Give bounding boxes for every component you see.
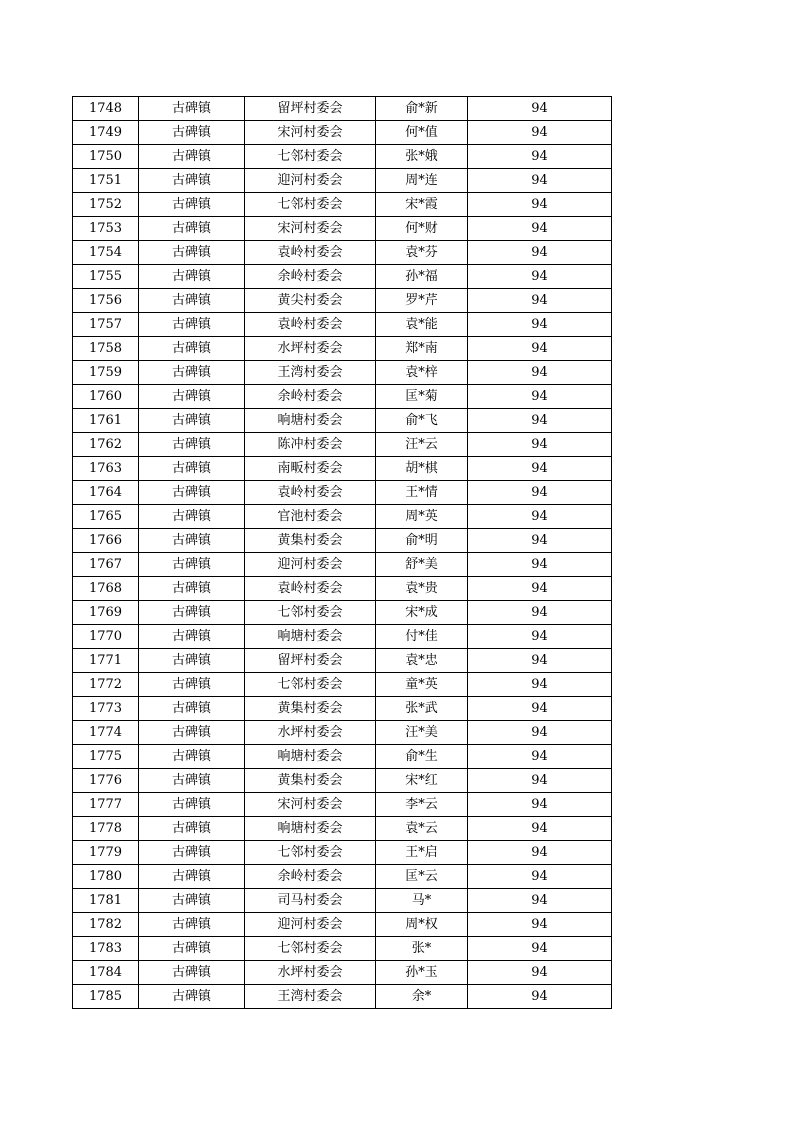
name-cell: 马* — [376, 889, 468, 913]
town-cell: 古碑镇 — [139, 289, 245, 313]
town-cell: 古碑镇 — [139, 361, 245, 385]
score-cell: 94 — [468, 529, 612, 553]
town-cell: 古碑镇 — [139, 553, 245, 577]
town-cell: 古碑镇 — [139, 673, 245, 697]
table-row — [73, 169, 612, 193]
village-cell: 响塘村委会 — [245, 817, 376, 841]
row-number-cell: 1761 — [73, 409, 139, 433]
table-row — [73, 337, 612, 361]
score-cell: 94 — [468, 841, 612, 865]
village-cell: 王湾村委会 — [245, 361, 376, 385]
row-number-cell: 1769 — [73, 601, 139, 625]
village-cell: 余岭村委会 — [245, 385, 376, 409]
row-number-cell: 1770 — [73, 625, 139, 649]
table-row — [73, 697, 612, 721]
row-number-cell: 1749 — [73, 121, 139, 145]
name-cell: 王*情 — [376, 481, 468, 505]
town-cell: 古碑镇 — [139, 889, 245, 913]
table-row — [73, 649, 612, 673]
village-cell: 袁岭村委会 — [245, 577, 376, 601]
village-cell: 官池村委会 — [245, 505, 376, 529]
town-cell: 古碑镇 — [139, 697, 245, 721]
name-cell: 汪*美 — [376, 721, 468, 745]
row-number-cell: 1772 — [73, 673, 139, 697]
score-cell: 94 — [468, 625, 612, 649]
row-number-cell: 1759 — [73, 361, 139, 385]
score-cell: 94 — [468, 337, 612, 361]
name-cell: 袁*贵 — [376, 577, 468, 601]
score-cell: 94 — [468, 577, 612, 601]
town-cell: 古碑镇 — [139, 409, 245, 433]
table-row — [73, 265, 612, 289]
table-row — [73, 865, 612, 889]
row-number-cell: 1768 — [73, 577, 139, 601]
town-cell: 古碑镇 — [139, 337, 245, 361]
village-cell: 七邻村委会 — [245, 193, 376, 217]
row-number-cell: 1766 — [73, 529, 139, 553]
village-cell: 南畈村委会 — [245, 457, 376, 481]
village-cell: 响塘村委会 — [245, 409, 376, 433]
name-cell: 汪*云 — [376, 433, 468, 457]
score-cell: 94 — [468, 481, 612, 505]
row-number-cell: 1748 — [73, 97, 139, 121]
row-number-cell: 1767 — [73, 553, 139, 577]
row-number-cell: 1774 — [73, 721, 139, 745]
town-cell: 古碑镇 — [139, 97, 245, 121]
name-cell: 付*佳 — [376, 625, 468, 649]
town-cell: 古碑镇 — [139, 769, 245, 793]
score-cell: 94 — [468, 793, 612, 817]
score-cell: 94 — [468, 361, 612, 385]
table-row — [73, 673, 612, 697]
town-cell: 古碑镇 — [139, 913, 245, 937]
village-cell: 宋河村委会 — [245, 793, 376, 817]
town-cell: 古碑镇 — [139, 745, 245, 769]
village-cell: 迎河村委会 — [245, 553, 376, 577]
table-row — [73, 361, 612, 385]
row-number-cell: 1750 — [73, 145, 139, 169]
village-cell: 响塘村委会 — [245, 625, 376, 649]
score-cell: 94 — [468, 889, 612, 913]
village-cell: 王湾村委会 — [245, 985, 376, 1009]
table-row — [73, 241, 612, 265]
score-cell: 94 — [468, 289, 612, 313]
score-cell: 94 — [468, 457, 612, 481]
name-cell: 周*英 — [376, 505, 468, 529]
town-cell: 古碑镇 — [139, 721, 245, 745]
table-row — [73, 961, 612, 985]
village-cell: 黄集村委会 — [245, 529, 376, 553]
town-cell: 古碑镇 — [139, 577, 245, 601]
town-cell: 古碑镇 — [139, 841, 245, 865]
name-cell: 孙*福 — [376, 265, 468, 289]
score-cell: 94 — [468, 121, 612, 145]
village-cell: 七邻村委会 — [245, 601, 376, 625]
town-cell: 古碑镇 — [139, 793, 245, 817]
table-row — [73, 625, 612, 649]
score-cell: 94 — [468, 961, 612, 985]
score-cell: 94 — [468, 409, 612, 433]
name-cell: 俞*新 — [376, 97, 468, 121]
row-number-cell: 1758 — [73, 337, 139, 361]
village-cell: 余岭村委会 — [245, 865, 376, 889]
score-cell: 94 — [468, 865, 612, 889]
row-number-cell: 1775 — [73, 745, 139, 769]
name-cell: 袁*能 — [376, 313, 468, 337]
name-cell: 袁*云 — [376, 817, 468, 841]
table-row — [73, 745, 612, 769]
row-number-cell: 1756 — [73, 289, 139, 313]
name-cell: 罗*芹 — [376, 289, 468, 313]
score-cell: 94 — [468, 505, 612, 529]
name-cell: 周*权 — [376, 913, 468, 937]
town-cell: 古碑镇 — [139, 625, 245, 649]
table-row — [73, 289, 612, 313]
table-row — [73, 481, 612, 505]
village-cell: 司马村委会 — [245, 889, 376, 913]
town-cell: 古碑镇 — [139, 961, 245, 985]
score-cell: 94 — [468, 721, 612, 745]
name-cell: 孙*玉 — [376, 961, 468, 985]
row-number-cell: 1778 — [73, 817, 139, 841]
village-cell: 迎河村委会 — [245, 169, 376, 193]
village-cell: 黄集村委会 — [245, 697, 376, 721]
town-cell: 古碑镇 — [139, 241, 245, 265]
village-cell: 留坪村委会 — [245, 97, 376, 121]
town-cell: 古碑镇 — [139, 121, 245, 145]
row-number-cell: 1760 — [73, 385, 139, 409]
village-cell: 宋河村委会 — [245, 217, 376, 241]
village-cell: 迎河村委会 — [245, 913, 376, 937]
name-cell: 俞*飞 — [376, 409, 468, 433]
row-number-cell: 1777 — [73, 793, 139, 817]
town-cell: 古碑镇 — [139, 217, 245, 241]
row-number-cell: 1762 — [73, 433, 139, 457]
row-number-cell: 1771 — [73, 649, 139, 673]
town-cell: 古碑镇 — [139, 817, 245, 841]
score-cell: 94 — [468, 769, 612, 793]
town-cell: 古碑镇 — [139, 865, 245, 889]
table-row — [73, 145, 612, 169]
village-cell: 宋河村委会 — [245, 121, 376, 145]
name-cell: 匡*云 — [376, 865, 468, 889]
row-number-cell: 1773 — [73, 697, 139, 721]
name-cell: 郑*南 — [376, 337, 468, 361]
row-number-cell: 1776 — [73, 769, 139, 793]
name-cell: 舒*美 — [376, 553, 468, 577]
name-cell: 俞*生 — [376, 745, 468, 769]
row-number-cell: 1754 — [73, 241, 139, 265]
score-cell: 94 — [468, 313, 612, 337]
score-cell: 94 — [468, 169, 612, 193]
row-number-cell: 1782 — [73, 913, 139, 937]
table-row — [73, 937, 612, 961]
score-cell: 94 — [468, 913, 612, 937]
name-cell: 何*财 — [376, 217, 468, 241]
table-body — [73, 97, 612, 1009]
name-cell: 袁*忠 — [376, 649, 468, 673]
table-row — [73, 385, 612, 409]
name-cell: 李*云 — [376, 793, 468, 817]
name-cell: 俞*明 — [376, 529, 468, 553]
name-cell: 周*连 — [376, 169, 468, 193]
name-cell: 宋*成 — [376, 601, 468, 625]
table-row — [73, 457, 612, 481]
row-number-cell: 1751 — [73, 169, 139, 193]
score-cell: 94 — [468, 217, 612, 241]
village-cell: 水坪村委会 — [245, 961, 376, 985]
town-cell: 古碑镇 — [139, 385, 245, 409]
score-cell: 94 — [468, 697, 612, 721]
row-number-cell: 1784 — [73, 961, 139, 985]
town-cell: 古碑镇 — [139, 985, 245, 1009]
table-row — [73, 769, 612, 793]
town-cell: 古碑镇 — [139, 937, 245, 961]
town-cell: 古碑镇 — [139, 313, 245, 337]
row-number-cell: 1752 — [73, 193, 139, 217]
score-cell: 94 — [468, 193, 612, 217]
town-cell: 古碑镇 — [139, 649, 245, 673]
score-cell: 94 — [468, 817, 612, 841]
town-cell: 古碑镇 — [139, 529, 245, 553]
table-row — [73, 601, 612, 625]
table-row — [73, 97, 612, 121]
town-cell: 古碑镇 — [139, 505, 245, 529]
village-cell: 黄尖村委会 — [245, 289, 376, 313]
table-row — [73, 433, 612, 457]
town-cell: 古碑镇 — [139, 481, 245, 505]
town-cell: 古碑镇 — [139, 193, 245, 217]
village-cell: 七邻村委会 — [245, 937, 376, 961]
score-cell: 94 — [468, 385, 612, 409]
table-row — [73, 409, 612, 433]
table-row — [73, 313, 612, 337]
town-cell: 古碑镇 — [139, 457, 245, 481]
row-number-cell: 1765 — [73, 505, 139, 529]
name-cell: 宋*红 — [376, 769, 468, 793]
row-number-cell: 1785 — [73, 985, 139, 1009]
table-row — [73, 817, 612, 841]
village-cell: 余岭村委会 — [245, 265, 376, 289]
row-number-cell: 1757 — [73, 313, 139, 337]
score-cell: 94 — [468, 937, 612, 961]
village-cell: 响塘村委会 — [245, 745, 376, 769]
table-row — [73, 793, 612, 817]
village-cell: 七邻村委会 — [245, 673, 376, 697]
score-cell: 94 — [468, 601, 612, 625]
name-cell: 何*值 — [376, 121, 468, 145]
score-cell: 94 — [468, 97, 612, 121]
name-cell: 余* — [376, 985, 468, 1009]
data-table — [72, 96, 612, 1009]
table-row — [73, 217, 612, 241]
row-number-cell: 1779 — [73, 841, 139, 865]
score-cell: 94 — [468, 145, 612, 169]
name-cell: 王*启 — [376, 841, 468, 865]
table-row — [73, 841, 612, 865]
table-row — [73, 529, 612, 553]
score-cell: 94 — [468, 241, 612, 265]
score-cell: 94 — [468, 745, 612, 769]
score-cell: 94 — [468, 649, 612, 673]
score-cell: 94 — [468, 433, 612, 457]
row-number-cell: 1755 — [73, 265, 139, 289]
town-cell: 古碑镇 — [139, 433, 245, 457]
table-row — [73, 985, 612, 1009]
village-cell: 陈冲村委会 — [245, 433, 376, 457]
row-number-cell: 1781 — [73, 889, 139, 913]
score-cell: 94 — [468, 985, 612, 1009]
name-cell: 张*武 — [376, 697, 468, 721]
name-cell: 匡*菊 — [376, 385, 468, 409]
row-number-cell: 1764 — [73, 481, 139, 505]
score-cell: 94 — [468, 265, 612, 289]
village-cell: 袁岭村委会 — [245, 481, 376, 505]
row-number-cell: 1783 — [73, 937, 139, 961]
name-cell: 袁*梓 — [376, 361, 468, 385]
table-row — [73, 889, 612, 913]
village-cell: 水坪村委会 — [245, 337, 376, 361]
score-cell: 94 — [468, 673, 612, 697]
village-cell: 水坪村委会 — [245, 721, 376, 745]
row-number-cell: 1753 — [73, 217, 139, 241]
table-row — [73, 721, 612, 745]
name-cell: 张* — [376, 937, 468, 961]
table-row — [73, 553, 612, 577]
name-cell: 童*英 — [376, 673, 468, 697]
score-cell: 94 — [468, 553, 612, 577]
table-row — [73, 121, 612, 145]
town-cell: 古碑镇 — [139, 601, 245, 625]
row-number-cell: 1780 — [73, 865, 139, 889]
name-cell: 袁*芬 — [376, 241, 468, 265]
table-row — [73, 577, 612, 601]
village-cell: 黄集村委会 — [245, 769, 376, 793]
village-cell: 留坪村委会 — [245, 649, 376, 673]
name-cell: 张*娥 — [376, 145, 468, 169]
name-cell: 宋*霞 — [376, 193, 468, 217]
village-cell: 七邻村委会 — [245, 145, 376, 169]
town-cell: 古碑镇 — [139, 265, 245, 289]
town-cell: 古碑镇 — [139, 169, 245, 193]
village-cell: 七邻村委会 — [245, 841, 376, 865]
row-number-cell: 1763 — [73, 457, 139, 481]
table-row — [73, 193, 612, 217]
table-row — [73, 913, 612, 937]
village-cell: 袁岭村委会 — [245, 313, 376, 337]
village-cell: 袁岭村委会 — [245, 241, 376, 265]
name-cell: 胡*棋 — [376, 457, 468, 481]
town-cell: 古碑镇 — [139, 145, 245, 169]
table-row — [73, 505, 612, 529]
